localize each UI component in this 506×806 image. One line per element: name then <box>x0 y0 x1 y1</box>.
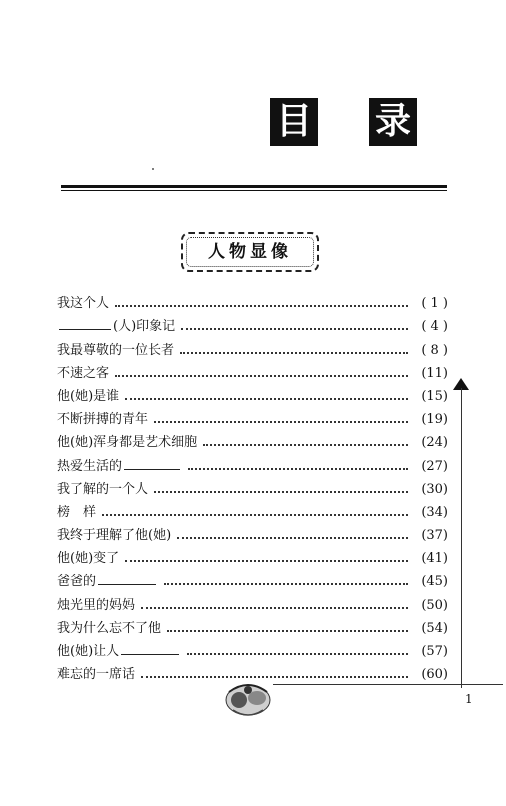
toc-entry-text: 我了解的一个人 <box>57 481 149 497</box>
toc-entry-title <box>57 594 135 613</box>
toc-row[interactable] <box>57 334 448 357</box>
toc-entry-text: 难忘的一席话 <box>57 667 136 683</box>
toc-row[interactable] <box>57 497 448 520</box>
toc-page-number: ( 4 ) <box>421 319 448 335</box>
dot-leader <box>141 606 408 609</box>
dot-leader <box>188 467 408 470</box>
toc-entry-title <box>57 385 119 404</box>
toc-row[interactable] <box>57 474 448 497</box>
fill-in-blank <box>59 317 111 330</box>
dot-leader <box>115 304 408 307</box>
toc-entry-text: (人)印象记 <box>113 319 176 335</box>
toc-page-number: (50) <box>421 597 448 613</box>
toc-entry-title <box>57 292 109 311</box>
toc-page-number: (37) <box>421 528 448 544</box>
toc-entry-title <box>57 640 181 659</box>
header-rule-thin <box>61 190 447 191</box>
toc-entry-title <box>57 362 109 381</box>
toc-row[interactable] <box>57 520 448 543</box>
toc-row[interactable] <box>57 543 448 566</box>
dot-leader <box>187 652 408 655</box>
toc-page-number: (34) <box>421 504 448 520</box>
fill-in-blank <box>124 457 180 470</box>
toc-row[interactable] <box>57 404 448 427</box>
toc-entry-text: 他(她)变了 <box>57 551 120 567</box>
toc-page-number: ( 1 ) <box>421 296 448 312</box>
toc-entry-text: 我最尊敬的一位长者 <box>57 342 175 358</box>
toc-entry-title <box>57 455 182 474</box>
fill-in-blank <box>121 642 179 655</box>
toc-row[interactable] <box>57 566 448 589</box>
header-rule-thick <box>61 185 447 188</box>
dot-leader <box>154 420 408 423</box>
section-heading-frame <box>181 232 319 272</box>
toc-row[interactable] <box>57 636 448 659</box>
toc-entry-text: 他(她)是谁 <box>57 388 120 404</box>
toc-page-number: (30) <box>421 481 448 497</box>
toc-page-number: (57) <box>421 644 448 659</box>
margin-line <box>461 388 462 688</box>
toc-row[interactable] <box>57 358 448 381</box>
toc-entry-title <box>57 663 135 682</box>
toc-page-number: (27) <box>421 458 448 474</box>
dot-leader <box>177 536 408 539</box>
toc-page-number: (15) <box>421 388 448 404</box>
toc-row[interactable] <box>57 311 448 334</box>
toc-entry-text: 热爱生活的 <box>57 458 123 474</box>
toc-entry-title <box>57 524 171 543</box>
toc-entry-title <box>57 431 197 450</box>
toc-entry-text: 我为什么忘不了他 <box>57 620 162 636</box>
toc-entry-text: 烛光里的妈妈 <box>57 597 136 613</box>
toc-page-number: (41) <box>421 551 448 567</box>
toc-page-number: (11) <box>421 365 448 381</box>
toc-entry-title <box>57 570 158 589</box>
toc-entry-text: 他(她)浑身都是艺术细胞 <box>57 435 198 451</box>
dot-leader <box>164 582 408 585</box>
toc-entry-title <box>57 315 175 334</box>
toc-entry-text: 我终于理解了他(她) <box>57 528 172 544</box>
footer-line <box>273 684 503 685</box>
toc-row[interactable] <box>57 427 448 450</box>
dot-leader <box>203 443 408 446</box>
toc-entry-text: 不断拼搏的青年 <box>57 412 149 428</box>
toc-entry-title <box>57 408 148 427</box>
toc-page-number: ( 8 ) <box>421 342 448 358</box>
dot-leader <box>167 629 408 632</box>
toc-entry-title <box>57 501 96 520</box>
toc-row[interactable] <box>57 589 448 612</box>
toc-page-number: (19) <box>421 412 448 428</box>
toc-entry-text: 不速之客 <box>57 365 110 381</box>
dot-leader <box>154 490 408 493</box>
toc-row[interactable] <box>57 381 448 404</box>
dot-leader <box>115 374 408 377</box>
fill-in-blank <box>98 572 156 585</box>
toc-entry-text: 爸爸的 <box>57 574 97 590</box>
toc-entry-title <box>57 339 174 358</box>
toc-entry-title <box>57 547 119 566</box>
dot-leader <box>181 327 408 330</box>
toc-entry-text: 我这个人 <box>57 296 110 312</box>
toc-entry-text: 榜 样 <box>57 504 97 520</box>
title-char-1: 目 <box>270 98 318 146</box>
ornament-illustration <box>219 676 277 718</box>
toc-row[interactable] <box>57 613 448 636</box>
toc-entry-title <box>57 478 148 497</box>
toc-title <box>0 98 506 146</box>
dot-leader <box>125 559 408 562</box>
toc-page-number: (24) <box>421 435 448 451</box>
toc-entry-text: 他(她)让人 <box>57 644 120 659</box>
toc-entry-title <box>57 617 161 636</box>
toc-page-number: (54) <box>421 620 448 636</box>
print-speck <box>152 168 154 170</box>
toc-list <box>57 288 448 682</box>
toc-row[interactable] <box>57 450 448 473</box>
page-number: 1 <box>465 692 473 706</box>
title-char-2: 录 <box>369 98 417 146</box>
toc-page-number: (60) <box>421 667 448 683</box>
section-heading: 人物显像 <box>208 242 292 262</box>
toc-row[interactable] <box>57 288 448 311</box>
dot-leader <box>125 397 408 400</box>
dot-leader <box>102 513 408 516</box>
toc-page-number: (45) <box>421 574 448 590</box>
dot-leader <box>180 351 408 354</box>
